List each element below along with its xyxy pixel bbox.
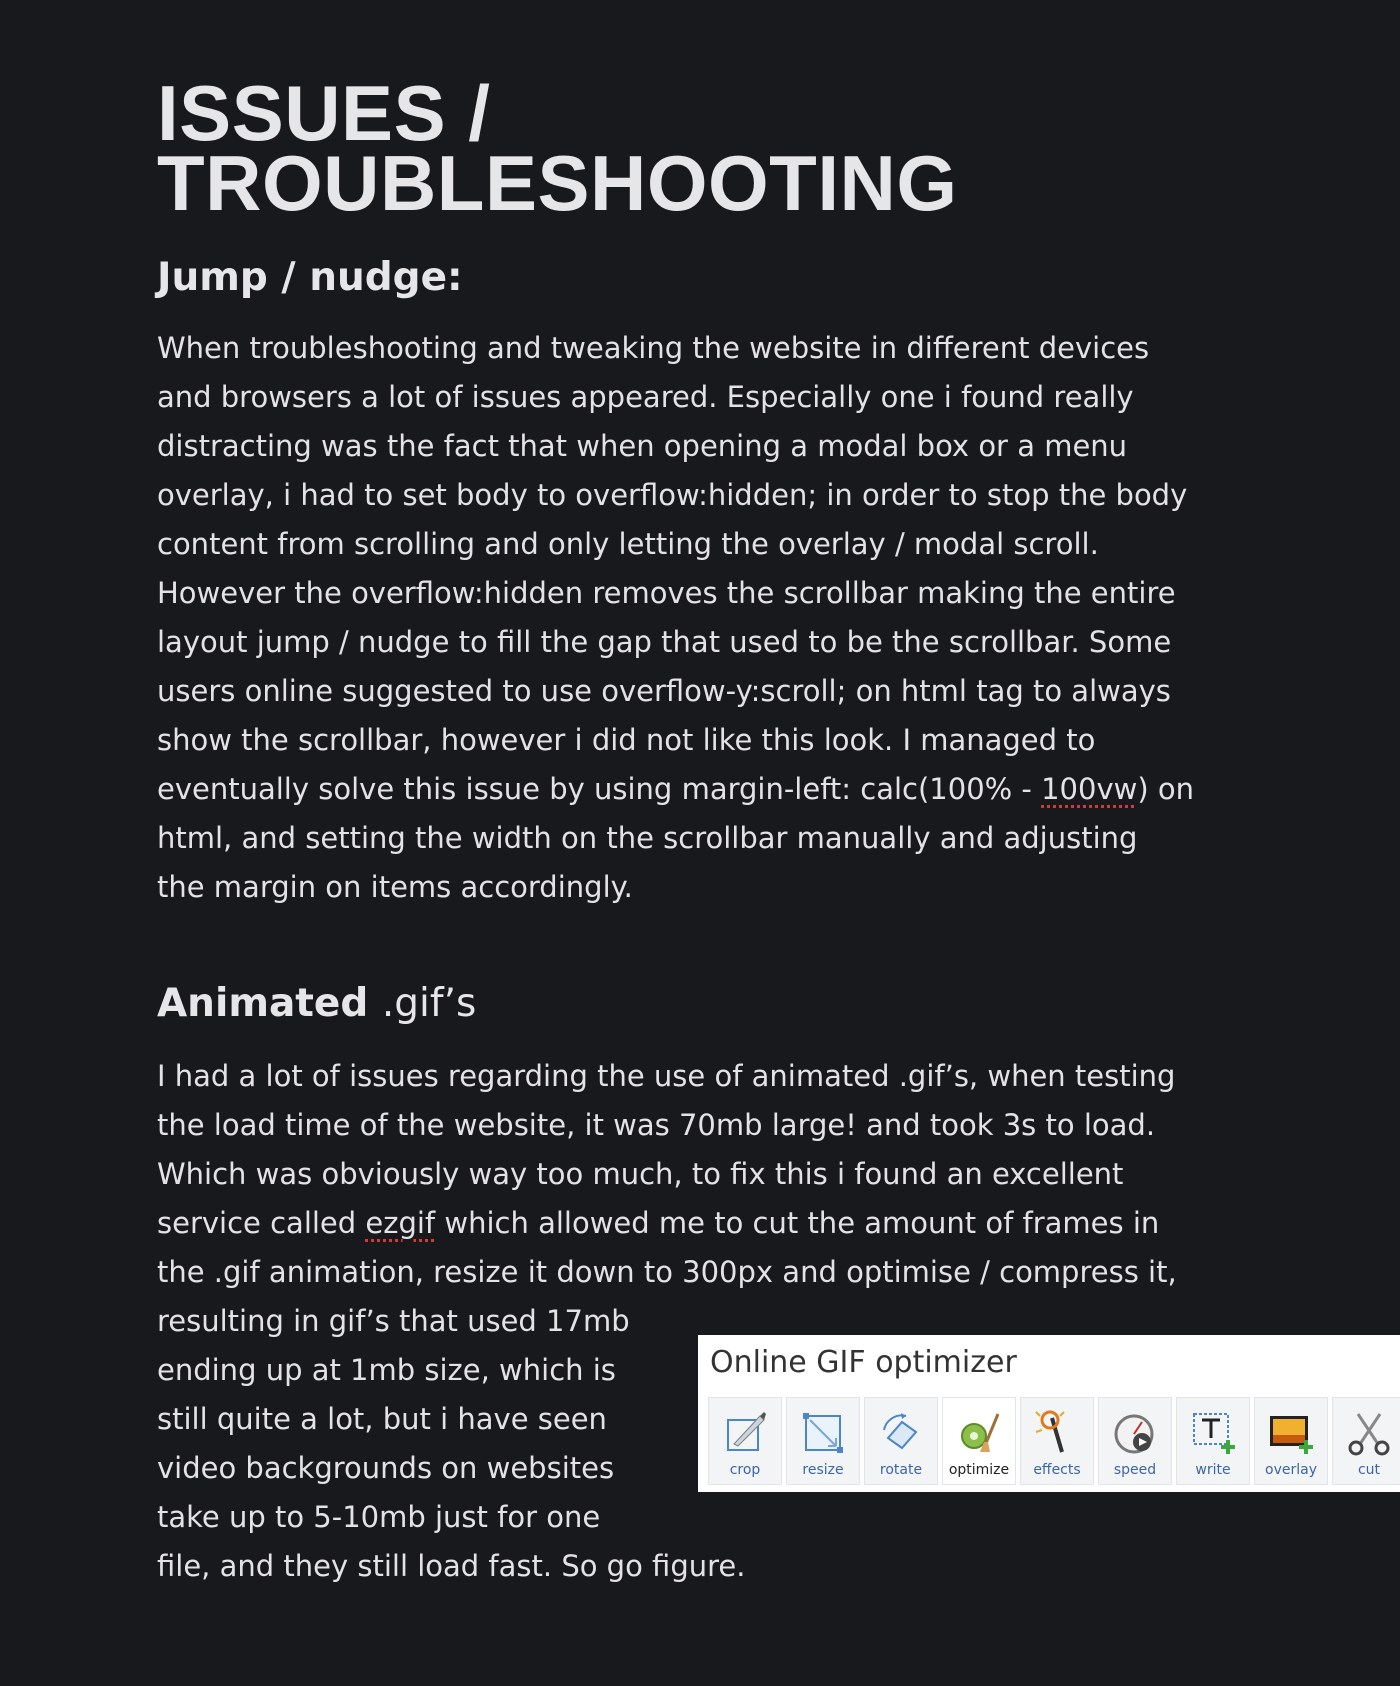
rotate-icon bbox=[876, 1408, 926, 1458]
paragraph-line: video backgrounds on websites bbox=[157, 1451, 615, 1485]
section-body-jump-nudge bbox=[157, 324, 1194, 912]
section-heading-jump-nudge: Jump / nudge: bbox=[157, 255, 463, 300]
tool-write bbox=[1176, 1397, 1250, 1485]
tool-effects bbox=[1020, 1397, 1094, 1485]
paragraph-line: file, and they still load fast. So go figure. bbox=[157, 1549, 746, 1583]
ezgif-title: Online GIF optimizer bbox=[710, 1345, 1017, 1380]
tool-cut bbox=[1332, 1397, 1400, 1485]
tool-label: speed bbox=[1113, 1462, 1157, 1478]
page-title-line-1: ISSUES / bbox=[157, 69, 491, 157]
tool-overlay bbox=[1254, 1397, 1328, 1485]
tool-optimize bbox=[942, 1397, 1016, 1485]
ezgif-screenshot bbox=[698, 1335, 1400, 1492]
tool-rotate bbox=[864, 1397, 938, 1485]
paragraph-line: layout jump / nudge to fill the gap that used to be the scrollbar. Some bbox=[157, 625, 1172, 659]
resize-icon bbox=[798, 1408, 848, 1458]
paragraph-line: eventually solve this issue by using margin-left: calc(100% - 100vw) on bbox=[157, 772, 1194, 806]
paragraph-line: the load time of the website, it was 70mb large! and took 3s to load. bbox=[157, 1108, 1156, 1142]
paragraph-line: I had a lot of issues regarding the use of animated .gif’s, when testing bbox=[157, 1059, 1176, 1093]
spellcheck-word: ezgif bbox=[365, 1206, 436, 1240]
tool-label: rotate bbox=[879, 1462, 923, 1478]
ezgif-toolbar bbox=[708, 1397, 1400, 1485]
paragraph-line: However the overflow:hidden removes the scrollbar making the entire bbox=[157, 576, 1176, 610]
paragraph-line: take up to 5-10mb just for one bbox=[157, 1500, 601, 1534]
tool-speed bbox=[1098, 1397, 1172, 1485]
paragraph-line: overlay, i had to set body to overflow:hidden; in order to stop the body bbox=[157, 478, 1188, 512]
paragraph-line: ending up at 1mb size, which is bbox=[157, 1353, 616, 1387]
cut-icon bbox=[1344, 1408, 1394, 1458]
tool-label: overlay bbox=[1265, 1462, 1317, 1478]
tool-label: write bbox=[1195, 1462, 1231, 1478]
tool-label: optimize bbox=[948, 1462, 1010, 1478]
heading-bold-part: Animated bbox=[157, 981, 369, 1026]
tool-label: effects bbox=[1033, 1462, 1081, 1478]
speed-icon bbox=[1110, 1408, 1160, 1458]
spellcheck-word: 100vw bbox=[1041, 772, 1138, 806]
section-heading-animated-gifs bbox=[157, 982, 476, 1026]
section-body-animated-gifs bbox=[157, 1052, 1177, 1591]
paragraph-line: the margin on items accordingly. bbox=[157, 870, 633, 904]
paragraph-line: show the scrollbar, however i did not like this look. I managed to bbox=[157, 723, 1096, 757]
tool-resize bbox=[786, 1397, 860, 1485]
tool-label: crop bbox=[729, 1462, 761, 1478]
paragraph-line: distracting was the fact that when opening a modal box or a menu bbox=[157, 429, 1128, 463]
crop-icon bbox=[720, 1408, 770, 1458]
tool-label: cut bbox=[1357, 1462, 1381, 1478]
paragraph-line: Which was obviously way too much, to fix this i found an excellent bbox=[157, 1157, 1124, 1191]
heading-light-part: .gif’s bbox=[381, 981, 477, 1026]
paragraph-line: still quite a lot, but i have seen bbox=[157, 1402, 607, 1436]
effects-icon bbox=[1032, 1408, 1082, 1458]
paragraph-line: the .gif animation, resize it down to 300px and optimise / compress it, bbox=[157, 1255, 1177, 1289]
paragraph-line: service called ezgif which allowed me to cut the amount of frames in bbox=[157, 1206, 1160, 1240]
paragraph-line: users online suggested to use overflow-y:scroll; on html tag to always bbox=[157, 674, 1171, 708]
paragraph-line: html, and setting the width on the scrollbar manually and adjusting bbox=[157, 821, 1138, 855]
tool-label: resize bbox=[802, 1462, 844, 1478]
write-icon bbox=[1188, 1408, 1238, 1458]
paragraph-line: content from scrolling and only letting the overlay / modal scroll. bbox=[157, 527, 1099, 561]
page-title bbox=[157, 69, 958, 227]
tool-crop bbox=[708, 1397, 782, 1485]
paragraph-line: resulting in gif’s that used 17mb bbox=[157, 1304, 630, 1338]
page-title-line-2: TROUBLESHOOTING bbox=[157, 139, 958, 227]
optimize-icon bbox=[954, 1408, 1004, 1458]
overlay-icon bbox=[1266, 1408, 1316, 1458]
paragraph-line: When troubleshooting and tweaking the website in different devices bbox=[157, 331, 1150, 365]
paragraph-line: and browsers a lot of issues appeared. Especially one i found really bbox=[157, 380, 1134, 414]
